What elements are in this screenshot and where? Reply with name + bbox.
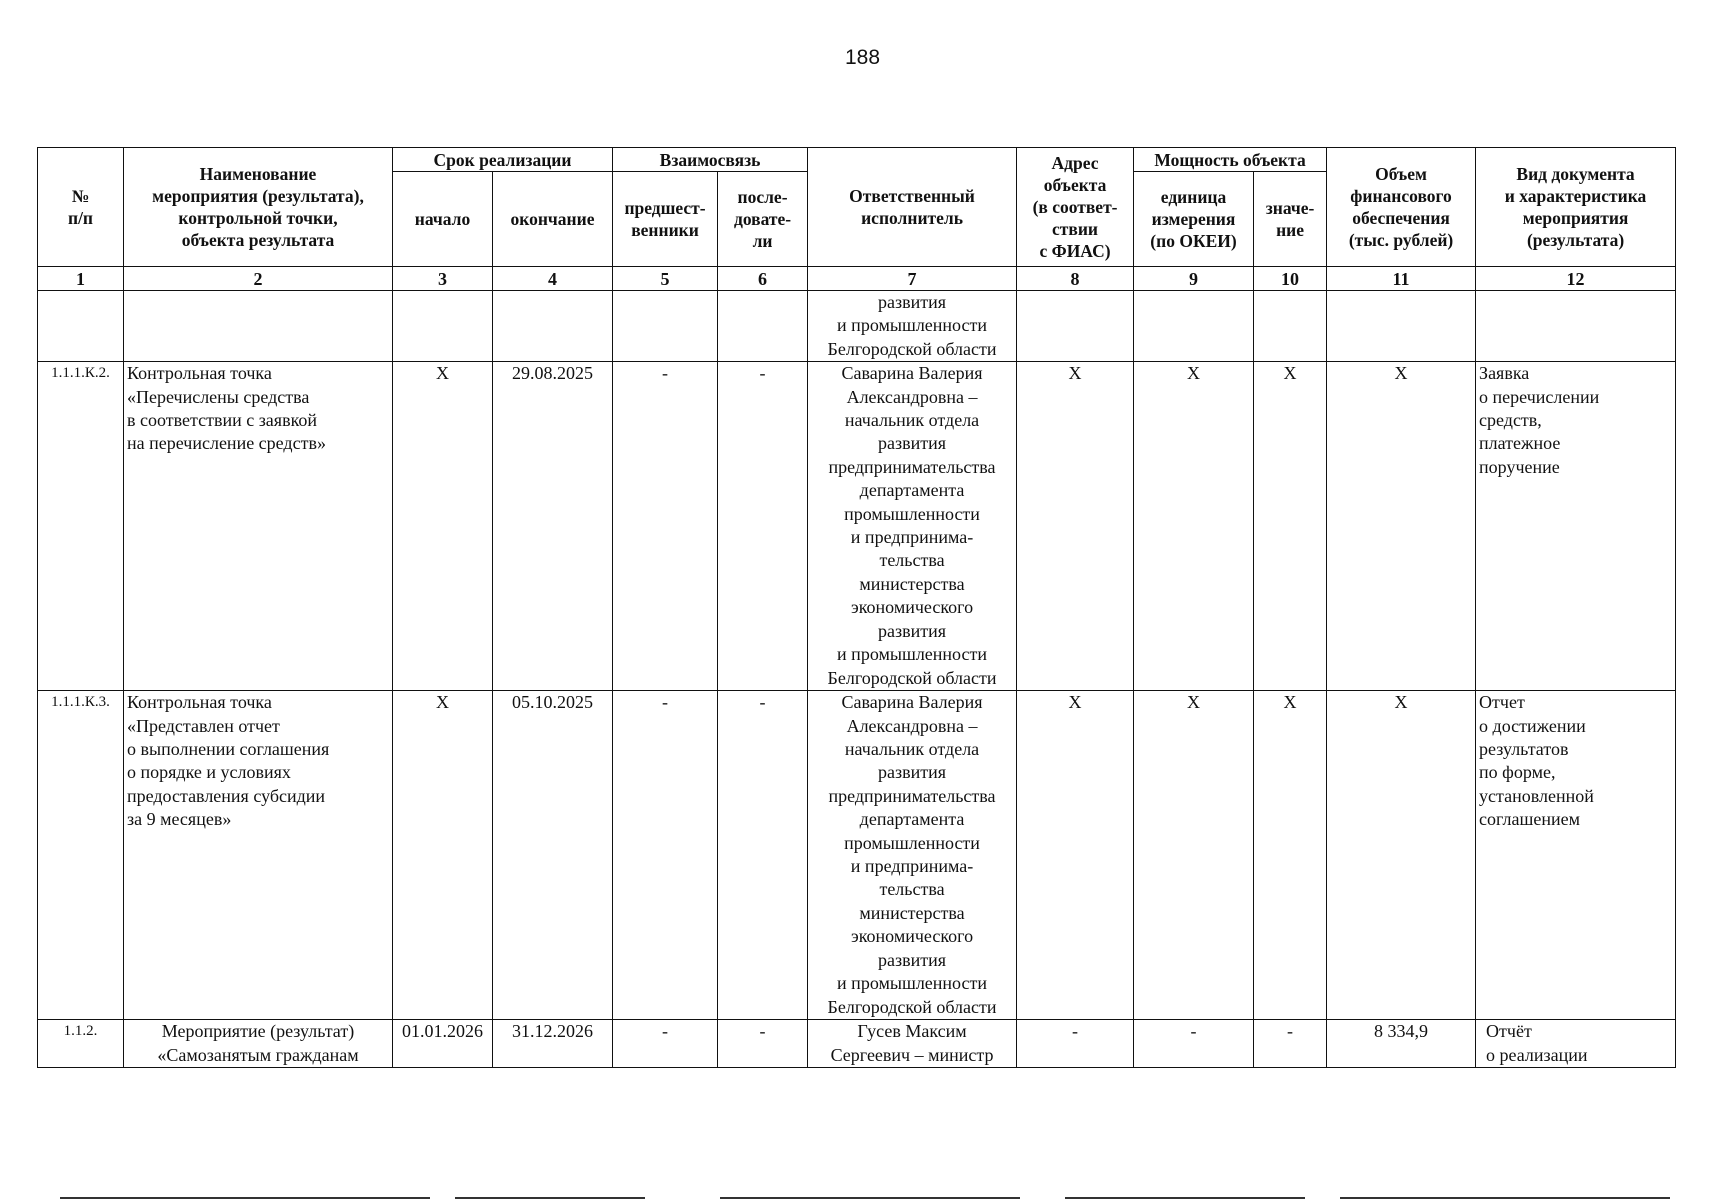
row-successors: - <box>718 691 808 1020</box>
header-start: начало <box>393 172 493 267</box>
row-successors: - <box>718 1020 808 1068</box>
column-number: 4 <box>493 267 613 291</box>
header-finance: Объем финансового обеспечения (тыс. рублей) <box>1327 148 1476 267</box>
header-predecessors: предшест- венники <box>613 172 718 267</box>
row-name: Мероприятие (результат) «Самозанятым гражданам <box>124 1020 393 1068</box>
header-responsible: Ответственный исполнитель <box>808 148 1017 267</box>
scan-edge-line <box>60 1197 430 1199</box>
row-finance: 8 334,9 <box>1327 1020 1476 1068</box>
row-predecessors <box>613 291 718 362</box>
header-link-group: Взаимосвязь <box>613 148 808 172</box>
row-value: X <box>1254 691 1327 1020</box>
row-name: Контрольная точка «Перечислены средства в соответствии с заявкой на перечисление средств» <box>124 362 393 691</box>
column-number: 7 <box>808 267 1017 291</box>
scan-edge-line <box>455 1197 645 1199</box>
row-end: 05.10.2025 <box>493 691 613 1020</box>
row-end: 29.08.2025 <box>493 362 613 691</box>
row-predecessors: - <box>613 691 718 1020</box>
row-number: 1.1.1.К.2. <box>38 362 124 691</box>
row-document <box>1476 291 1676 362</box>
column-number: 8 <box>1017 267 1134 291</box>
header-end: окончание <box>493 172 613 267</box>
scan-edge-line <box>1340 1197 1670 1199</box>
column-number: 2 <box>124 267 393 291</box>
row-finance: X <box>1327 362 1476 691</box>
column-number: 9 <box>1134 267 1254 291</box>
table-row <box>38 691 1676 1020</box>
row-number: 1.1.2. <box>38 1020 124 1068</box>
column-number: 10 <box>1254 267 1327 291</box>
row-start: X <box>393 362 493 691</box>
header-document: Вид документа и характеристика мероприятия (результата) <box>1476 148 1676 267</box>
row-value <box>1254 291 1327 362</box>
header-number: № п/п <box>38 148 124 267</box>
row-successors: - <box>718 362 808 691</box>
column-number: 5 <box>613 267 718 291</box>
scan-edge-line <box>720 1197 1020 1199</box>
table-row <box>38 291 1676 362</box>
row-responsible: Саварина Валерия Александровна – начальник отдела развития предпринимательства департамента промышленности и предпринима- тельства министерства экономического развития и промышленности Белгородской области <box>808 691 1017 1020</box>
row-document: Заявка о перечислении средств, платежное поручение <box>1476 362 1676 691</box>
header-successors: после- довате- ли <box>718 172 808 267</box>
column-number: 1 <box>38 267 124 291</box>
row-value: - <box>1254 1020 1327 1068</box>
column-number: 11 <box>1327 267 1476 291</box>
table-row <box>38 1020 1676 1068</box>
column-number: 12 <box>1476 267 1676 291</box>
row-responsible: развития и промышленности Белгородской области <box>808 291 1017 362</box>
row-address: - <box>1017 1020 1134 1068</box>
header-capacity-group: Мощность объекта <box>1134 148 1327 172</box>
header-address: Адрес объекта (в соответ- ствии с ФИАС) <box>1017 148 1134 267</box>
activities-table <box>37 147 1676 1068</box>
row-name: Контрольная точка «Представлен отчет о выполнении соглашения о порядке и условиях предоставления субсидии за 9 месяцев» <box>124 691 393 1020</box>
row-unit: - <box>1134 1020 1254 1068</box>
column-number: 3 <box>393 267 493 291</box>
row-address: X <box>1017 691 1134 1020</box>
row-predecessors: - <box>613 1020 718 1068</box>
header-name: Наименование мероприятия (результата), контрольной точки, объекта результата <box>124 148 393 267</box>
row-address <box>1017 291 1134 362</box>
row-predecessors: - <box>613 362 718 691</box>
row-unit <box>1134 291 1254 362</box>
row-address: X <box>1017 362 1134 691</box>
row-start: 01.01.2026 <box>393 1020 493 1068</box>
header-unit: единица измерения (по ОКЕИ) <box>1134 172 1254 267</box>
row-value: X <box>1254 362 1327 691</box>
row-end: 31.12.2026 <box>493 1020 613 1068</box>
row-number: 1.1.1.К.3. <box>38 691 124 1020</box>
column-numbers-row <box>38 267 1676 291</box>
row-finance <box>1327 291 1476 362</box>
row-start <box>393 291 493 362</box>
row-document: Отчёт о реализации <box>1476 1020 1676 1068</box>
row-responsible: Гусев Максим Сергеевич – министр <box>808 1020 1017 1068</box>
row-finance: X <box>1327 691 1476 1020</box>
row-document: Отчет о достижении результатов по форме, установленной соглашением <box>1476 691 1676 1020</box>
row-end <box>493 291 613 362</box>
row-responsible: Саварина Валерия Александровна – начальник отдела развития предпринимательства департамента промышленности и предпринима- тельства министерства экономического развития и промышленности Белгородской области <box>808 362 1017 691</box>
header-term-group: Срок реализации <box>393 148 613 172</box>
scan-edge-line <box>1065 1197 1305 1199</box>
row-start: X <box>393 691 493 1020</box>
row-name <box>124 291 393 362</box>
row-unit: X <box>1134 691 1254 1020</box>
header-value: значе- ние <box>1254 172 1327 267</box>
row-number <box>38 291 124 362</box>
column-number: 6 <box>718 267 808 291</box>
page-number: 188 <box>844 46 881 69</box>
row-unit: X <box>1134 362 1254 691</box>
table-row <box>38 362 1676 691</box>
row-successors <box>718 291 808 362</box>
